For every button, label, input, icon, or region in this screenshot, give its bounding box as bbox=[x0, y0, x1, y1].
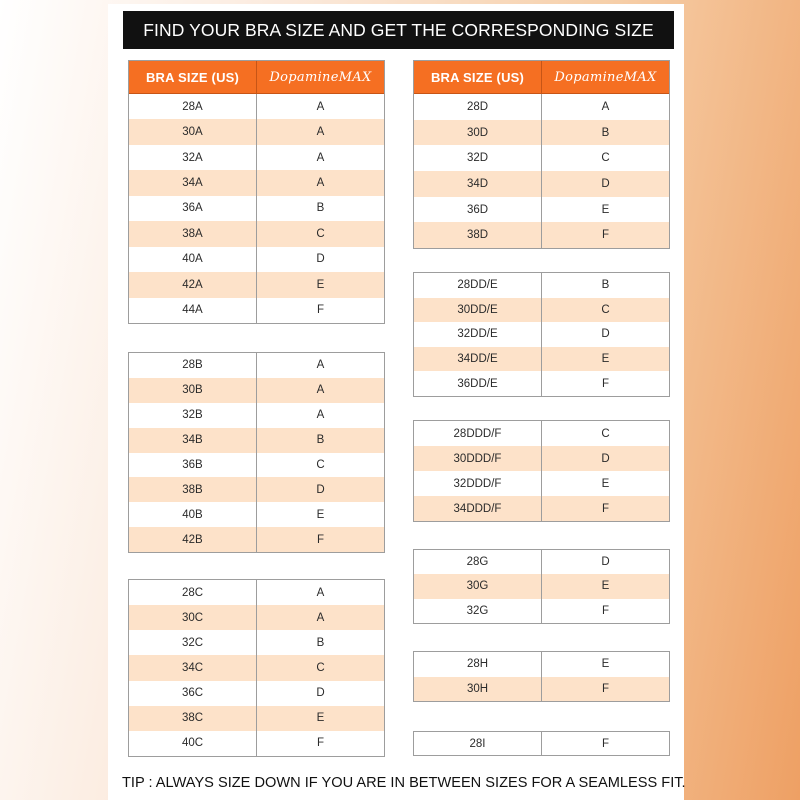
brand-size-cell: E bbox=[601, 477, 610, 490]
table-row bbox=[129, 298, 384, 323]
table-row bbox=[129, 731, 384, 756]
table-row bbox=[414, 446, 669, 471]
table-row bbox=[129, 681, 384, 706]
table-row bbox=[414, 371, 669, 396]
tip-text: TIP : ALWAYS SIZE DOWN IF YOU ARE IN BETWEEN SIZES FOR A SEAMLESS FIT. bbox=[122, 775, 686, 791]
brand-size-cell: A bbox=[316, 126, 325, 139]
brand-size-cell: D bbox=[601, 328, 610, 341]
header-brand-logo: DopamineMAX bbox=[269, 69, 372, 85]
us-size-cell: 30G bbox=[414, 574, 542, 598]
us-size-cell: 42A bbox=[129, 272, 257, 297]
table-row bbox=[129, 502, 384, 527]
us-size-cell: 36DD/E bbox=[414, 371, 542, 396]
brand-size-cell: C bbox=[316, 227, 325, 240]
brand-size-cell: E bbox=[601, 203, 610, 216]
table-row bbox=[129, 706, 384, 731]
brand-size-cell: B bbox=[316, 202, 325, 215]
us-size-cell: 40B bbox=[129, 502, 257, 527]
us-size-cell: 32G bbox=[414, 599, 542, 623]
us-size-cell: 28DD/E bbox=[414, 273, 542, 298]
brand-size-cell: A bbox=[316, 151, 325, 164]
us-size-cell: 34DDD/F bbox=[414, 496, 542, 521]
table-row bbox=[414, 273, 669, 298]
brand-size-cell: D bbox=[316, 687, 325, 700]
us-size-cell: 40C bbox=[129, 731, 257, 756]
header-bra-size-us: BRA SIZE (US) bbox=[129, 61, 257, 93]
us-size-cell: 38B bbox=[129, 477, 257, 502]
table-row bbox=[414, 322, 669, 347]
table-row bbox=[414, 732, 669, 755]
brand-size-cell: A bbox=[316, 359, 325, 372]
brand-size-cell: F bbox=[601, 604, 610, 617]
us-size-cell: 44A bbox=[129, 298, 257, 323]
brand-size-cell: B bbox=[601, 126, 610, 139]
table-row bbox=[129, 247, 384, 272]
us-size-cell: 32DD/E bbox=[414, 322, 542, 347]
us-size-cell: 38D bbox=[414, 222, 542, 248]
brand-size-cell: B bbox=[316, 434, 325, 447]
us-size-cell: 28A bbox=[129, 94, 257, 119]
brand-size-cell: A bbox=[316, 384, 325, 397]
table-row bbox=[129, 196, 384, 221]
us-size-cell: 40A bbox=[129, 247, 257, 272]
us-size-cell: 28G bbox=[414, 550, 542, 574]
brand-size-cell: F bbox=[316, 533, 325, 546]
table-b-cup bbox=[128, 352, 385, 553]
brand-size-cell: D bbox=[601, 452, 610, 465]
brand-size-cell: C bbox=[601, 303, 610, 316]
table-row bbox=[414, 222, 669, 248]
table-row bbox=[129, 403, 384, 428]
us-size-cell: 42B bbox=[129, 527, 257, 552]
table-row bbox=[129, 655, 384, 680]
us-size-cell: 30DDD/F bbox=[414, 446, 542, 471]
brand-size-cell: A bbox=[601, 100, 610, 113]
brand-size-cell: F bbox=[601, 682, 610, 695]
us-size-cell: 28I bbox=[414, 732, 542, 755]
table-row bbox=[129, 630, 384, 655]
us-size-cell: 28D bbox=[414, 94, 542, 120]
header-brand-logo: DopamineMAX bbox=[554, 69, 657, 85]
us-size-cell: 34B bbox=[129, 428, 257, 453]
table-row bbox=[414, 677, 669, 702]
table-row bbox=[129, 527, 384, 552]
us-size-cell: 30H bbox=[414, 677, 542, 702]
table-ddd-cup bbox=[413, 420, 670, 522]
table-row bbox=[414, 171, 669, 197]
table-row bbox=[129, 477, 384, 502]
brand-size-cell: F bbox=[601, 229, 610, 242]
us-size-cell: 32D bbox=[414, 145, 542, 171]
brand-size-cell: A bbox=[316, 177, 325, 190]
table-row bbox=[129, 170, 384, 195]
table-row bbox=[414, 574, 669, 598]
brand-size-cell: E bbox=[316, 278, 325, 291]
brand-size-cell: A bbox=[316, 586, 325, 599]
us-size-cell: 36C bbox=[129, 681, 257, 706]
table-row bbox=[129, 119, 384, 144]
brand-size-cell: F bbox=[601, 377, 610, 390]
table-g-cup bbox=[413, 549, 670, 624]
us-size-cell: 28DDD/F bbox=[414, 421, 542, 446]
table-row bbox=[414, 347, 669, 372]
us-size-cell: 32C bbox=[129, 630, 257, 655]
table-row bbox=[129, 580, 384, 605]
brand-size-cell: D bbox=[601, 556, 610, 569]
table-row bbox=[414, 471, 669, 496]
brand-size-cell: D bbox=[601, 177, 610, 190]
brand-size-cell: E bbox=[601, 580, 610, 593]
header-bra-size-us: BRA SIZE (US) bbox=[414, 61, 542, 93]
table-dd-cup bbox=[413, 272, 670, 397]
table-row bbox=[414, 421, 669, 446]
brand-size-cell: E bbox=[316, 712, 325, 725]
us-size-cell: 34DD/E bbox=[414, 347, 542, 372]
brand-size-cell: C bbox=[316, 661, 325, 674]
table-row bbox=[129, 145, 384, 170]
us-size-cell: 32DDD/F bbox=[414, 471, 542, 496]
table-row bbox=[129, 453, 384, 478]
us-size-cell: 30D bbox=[414, 120, 542, 146]
brand-size-cell: A bbox=[316, 100, 325, 113]
us-size-cell: 38C bbox=[129, 706, 257, 731]
table-c-cup bbox=[128, 579, 385, 757]
brand-size-cell: B bbox=[601, 279, 610, 292]
us-size-cell: 30A bbox=[129, 119, 257, 144]
us-size-cell: 38A bbox=[129, 221, 257, 246]
table-row bbox=[129, 272, 384, 297]
brand-size-cell: E bbox=[601, 353, 610, 366]
table-row bbox=[129, 94, 384, 119]
us-size-cell: 30C bbox=[129, 605, 257, 630]
table-row bbox=[414, 496, 669, 521]
us-size-cell: 32A bbox=[129, 145, 257, 170]
table-h-cup bbox=[413, 651, 670, 702]
table-row bbox=[129, 221, 384, 246]
page-title: FIND YOUR BRA SIZE AND GET THE CORRESPONDING SIZE bbox=[123, 11, 674, 49]
us-size-cell: 34A bbox=[129, 170, 257, 195]
brand-size-cell: A bbox=[316, 409, 325, 422]
us-size-cell: 34D bbox=[414, 171, 542, 197]
brand-size-cell: C bbox=[601, 427, 610, 440]
brand-size-cell: D bbox=[316, 253, 325, 266]
us-size-cell: 36A bbox=[129, 196, 257, 221]
us-size-cell: 32B bbox=[129, 403, 257, 428]
us-size-cell: 34C bbox=[129, 655, 257, 680]
table-d-cup bbox=[413, 60, 670, 249]
us-size-cell: 28B bbox=[129, 353, 257, 378]
table-row bbox=[414, 94, 669, 120]
us-size-cell: 30B bbox=[129, 378, 257, 403]
us-size-cell: 28H bbox=[414, 652, 542, 677]
brand-size-cell: C bbox=[316, 458, 325, 471]
table-header-row bbox=[414, 61, 669, 94]
brand-size-cell: C bbox=[601, 152, 610, 165]
brand-size-cell: F bbox=[316, 737, 325, 750]
brand-size-cell: F bbox=[601, 502, 610, 515]
table-header-row bbox=[129, 61, 384, 94]
table-a-cup bbox=[128, 60, 385, 324]
brand-size-cell: E bbox=[316, 508, 325, 521]
table-row bbox=[129, 605, 384, 630]
table-row bbox=[129, 378, 384, 403]
brand-size-cell: F bbox=[601, 737, 610, 750]
table-row bbox=[414, 652, 669, 677]
table-row bbox=[414, 550, 669, 574]
brand-size-cell: A bbox=[316, 611, 325, 624]
table-row bbox=[414, 120, 669, 146]
us-size-cell: 28C bbox=[129, 580, 257, 605]
us-size-cell: 30DD/E bbox=[414, 298, 542, 323]
brand-size-cell: B bbox=[316, 636, 325, 649]
table-row bbox=[414, 197, 669, 223]
brand-size-cell: E bbox=[601, 658, 610, 671]
table-row bbox=[414, 145, 669, 171]
table-i-cup bbox=[413, 731, 670, 756]
us-size-cell: 36D bbox=[414, 197, 542, 223]
us-size-cell: 36B bbox=[129, 453, 257, 478]
table-row bbox=[129, 353, 384, 378]
table-row bbox=[414, 298, 669, 323]
table-row bbox=[414, 599, 669, 623]
table-row bbox=[129, 428, 384, 453]
brand-size-cell: F bbox=[316, 304, 325, 317]
brand-size-cell: D bbox=[316, 483, 325, 496]
